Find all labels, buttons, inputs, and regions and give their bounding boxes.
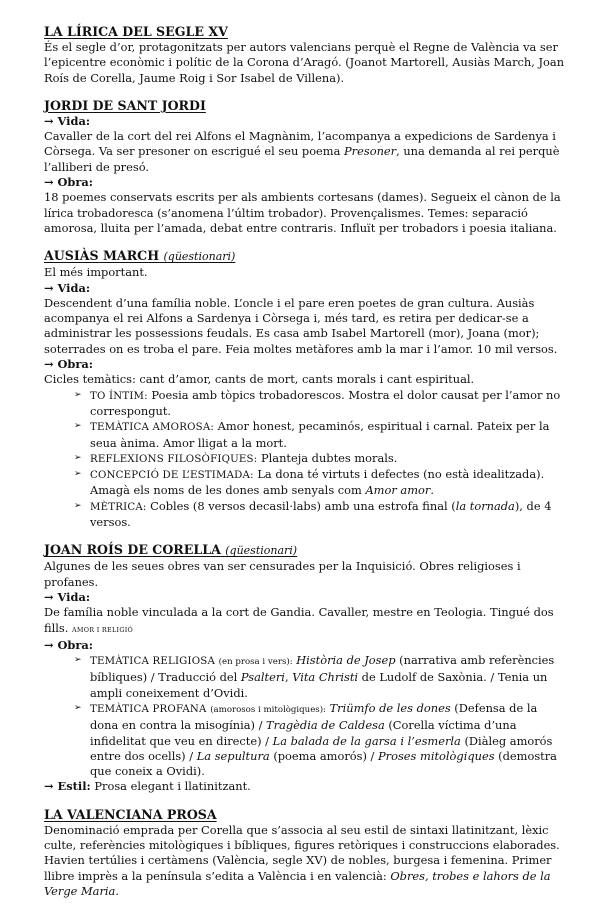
vida-text: Descendent d’una família noble. L’oncle i el pare eren poetes de gran cultura. Ausiàs acompanya el rei Alfons a Sardenya i Còrsega i, més tard, es retira per dedicar-se a administrar les possessions feudals. Es casa amb Isabel Martorell (mor), Joana (mor); soterrades on es troba el pare. Feia moltes metàfores amb la mar i l’amor. 10 mil versos.	[44, 295, 558, 356]
vida-label: → Vida:	[44, 113, 91, 128]
list-item	[74, 419, 566, 451]
item-text: Poesia amb tòpics trobadorescos. Mostra el dolor causat per l’amor no correspongut.	[90, 387, 561, 418]
section-title: LA VALENCIANA PROSA	[44, 806, 217, 822]
list-item	[74, 467, 566, 499]
section-title	[44, 542, 566, 559]
item-label: CONCEPCIÓ DE L’ESTIMADA:	[90, 470, 254, 482]
work-title: Vita Christi	[292, 670, 359, 685]
section-title-note: (qüestionari)	[163, 250, 236, 264]
vida-text	[44, 129, 566, 175]
obra-label: → Obra:	[44, 357, 93, 372]
section-title-text: JOAN ROÍS DE CORELLA	[44, 542, 221, 558]
list-item	[74, 388, 566, 420]
arrow-bullet-icon: ➢	[74, 655, 82, 666]
item-text: Planteja dubtes morals.	[257, 450, 398, 465]
item-text-tail: ), de 4 versos.	[90, 498, 552, 530]
item-text: La dona té virtuts i defectes (no està idealitzada). Amagà els noms de les dones amb senyals com	[90, 467, 545, 498]
section-ausias-march	[44, 248, 566, 530]
obra-text: 18 poemes conservats escrits per als ambients cortesans (dames). Segueix el cànon de la lírica trobadoresca (s’anomena l’últim trobador). Provençalismes. Temes: separació amorosa, lluita per l’amada, debat entre contraris. Influït per trobadors i poesia italiana.	[44, 190, 561, 235]
item-label: TEMÀTICA RELIGIOSA	[90, 656, 216, 668]
item-text: (narrativa amb referències bíbliques) / Traducció del	[90, 653, 555, 685]
item-text: (poema amorós) /	[269, 748, 378, 763]
item-text: (Diàleg amorós entre dos ocells) /	[90, 733, 553, 763]
item-label: TEMÀTICA AMOROSA:	[90, 422, 215, 434]
obra-list	[44, 653, 566, 779]
list-item	[74, 653, 566, 701]
obra-label: → Obra:	[44, 175, 93, 190]
item-emphasis: Amor amor	[365, 483, 431, 498]
section-valenciana-prosa	[44, 807, 566, 899]
item-emphasis: la tornada	[455, 498, 515, 513]
arrow-bullet-icon: ➢	[74, 421, 82, 432]
item-text: (Defensa de la dona en contra la misogínia) /	[90, 700, 538, 733]
item-label-note: (en prosa i vers):	[218, 657, 293, 668]
intro-text: El més important.	[44, 265, 148, 280]
list-item	[74, 701, 566, 779]
work-title: Triümfo de les dones	[329, 700, 451, 715]
work-title: Psalteri	[240, 670, 285, 685]
arrow-bullet-icon: ➢	[74, 452, 82, 463]
work-title: Proses mitològiques	[378, 748, 495, 763]
vida-text-part: De família noble vinculada a la cort de Gandia. Cavaller, mestre en Teologia. Tingué dos fills.	[44, 605, 554, 635]
work-title: Història de Josep	[296, 653, 396, 668]
list-item	[74, 499, 566, 531]
obra-label: → Obra:	[44, 637, 93, 652]
item-text-tail: .	[430, 483, 434, 498]
section-body-tail: .	[115, 883, 119, 898]
obra-list	[44, 388, 566, 531]
section-lirica-segle-xv	[44, 24, 566, 86]
estil-text	[44, 779, 566, 794]
work-title: La balada de la garsa i l’esmerla	[272, 733, 461, 748]
work-title: Obres, trobes e lahors de la Verge Maria	[44, 868, 551, 898]
section-title-note: (qüestionari)	[225, 544, 298, 558]
estil-label: → Estil:	[44, 779, 91, 794]
arrow-bullet-icon: ➢	[74, 469, 82, 480]
item-text: ,	[284, 670, 293, 685]
arrow-bullet-icon: ➢	[74, 702, 82, 713]
section-title	[44, 248, 566, 265]
section-body: És el segle d’or, protagonitzats per autors valencians perquè el Regne de València va ser l’epicentre econòmic i polític de la Corona d’Aragó. (Joanot Martorell, Ausiàs March, Joan Roís de Corella, Jaume Roig i Sor Isabel de Villena).	[44, 40, 565, 85]
estil-value: Prosa elegant i llatinitzant.	[90, 779, 251, 794]
section-body	[44, 823, 566, 899]
item-text: (Corella víctima d’una infidelitat que veu en directe) /	[90, 718, 517, 748]
item-label-note: (amorosos i mitològiques):	[210, 704, 326, 715]
section-body-text: Denominació emprada per Corella que s’associa al seu estil de sintaxi llatinitzant, lèxic culte, referències mitològiques i bíbliques, figures retòriques i construccions elaborades. Havien tertúlies i certàmens (València, segle XV) de nobles, burgesa i femenina. Primer llibre imprès a la península s’edita a València i en valencià:	[44, 822, 560, 883]
arrow-bullet-icon: ➢	[74, 389, 82, 400]
vida-label: → Vida:	[44, 589, 91, 604]
item-text: de Ludolf de Saxònia. / Tenia un ampli coneixement d’Ovidi.	[90, 670, 548, 700]
item-text: (demostra que coneix a Ovidi).	[90, 748, 557, 779]
obra-text: Cicles temàtics: cant d’amor, cants de mort, cants morals i cant espiritual.	[44, 372, 475, 387]
section-title: JORDI DE SANT JORDI	[44, 97, 206, 113]
work-title: Presoner	[344, 144, 397, 159]
vida-text-part: Cavaller de la cort del rei Alfons el Magnànim, l’acompanya a expedicions de Sardenya i Còrsega. Va ser presoner on escrigué el seu poema	[44, 129, 556, 159]
item-label: REFLEXIONS FILOSÒFIQUES:	[90, 453, 258, 465]
item-label: MÈTRICA:	[90, 501, 147, 513]
work-title: Tragèdia de Caldesa	[266, 718, 385, 733]
item-label: TO ÍNTIM:	[90, 390, 148, 402]
item-text: Amor honest, pecaminós, espiritual i carnal. Pateix per la seua ànima. Amor lligat a la mort.	[90, 419, 550, 450]
item-label: TEMÀTICA PROFANA	[90, 703, 207, 715]
work-title: La sepultura	[196, 748, 270, 763]
item-text: Cobles (8 versos decasil·labs) amb una estrofa final (	[146, 498, 456, 513]
vida-text	[44, 605, 566, 638]
section-title: LA LÍRICA DEL SEGLE XV	[44, 24, 228, 39]
arrow-bullet-icon: ➢	[74, 500, 82, 511]
section-title-text: AUSIÀS MARCH	[44, 248, 160, 264]
section-joan-rois-de-corella	[44, 542, 566, 794]
vida-note: AMOR I RELIGIÓ	[71, 625, 134, 634]
list-item	[74, 451, 566, 467]
vida-text-part: , una demanda al rei perquè l’alliberi de presó.	[44, 144, 560, 174]
section-jordi-de-sant-jordi	[44, 98, 566, 236]
document-page	[44, 24, 566, 911]
vida-label: → Vida:	[44, 280, 91, 295]
intro-text: Algunes de les seues obres van ser censurades per la Inquisició. Obres religioses i profanes.	[44, 559, 521, 589]
